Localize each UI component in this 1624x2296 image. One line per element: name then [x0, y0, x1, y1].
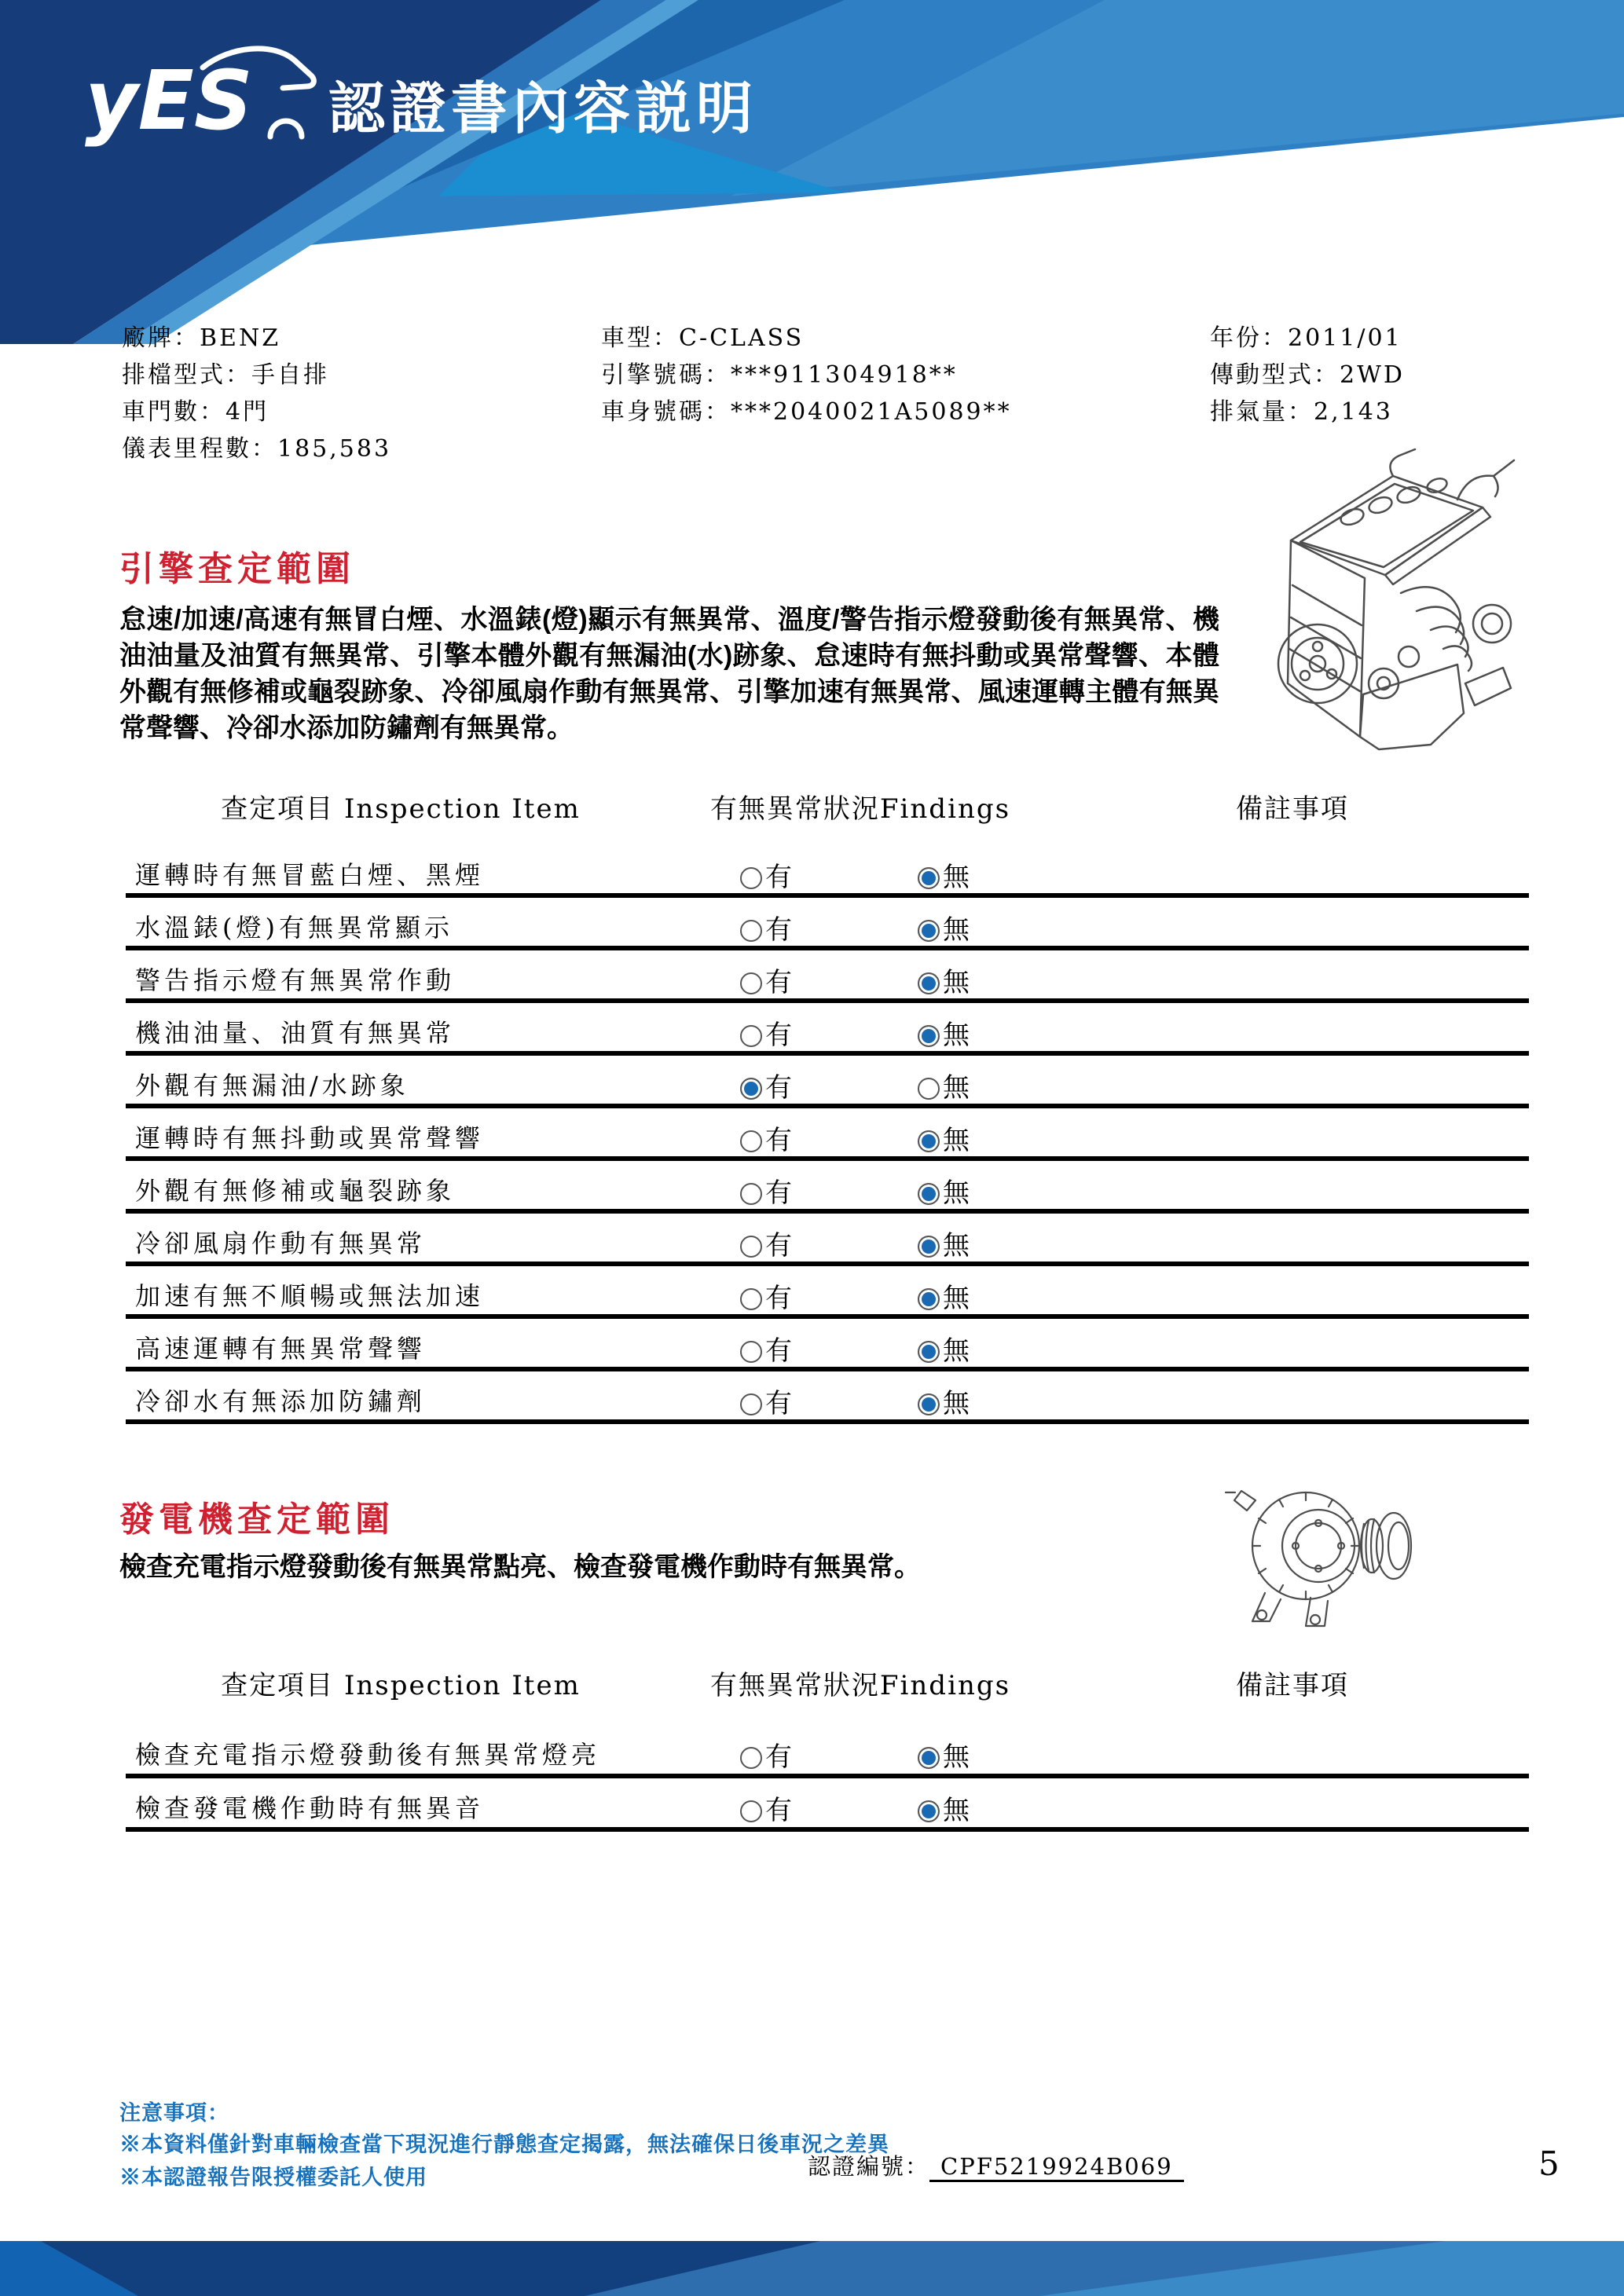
table-row	[126, 1319, 1529, 1371]
radio-no-label: 無	[943, 1125, 970, 1156]
finding-option-yes[interactable]	[740, 1013, 792, 1052]
radio-no-label: 無	[943, 967, 970, 998]
vehicle-brand: 廠牌：BENZ	[122, 324, 281, 352]
finding-option-yes[interactable]	[740, 908, 792, 947]
finding-option-no[interactable]	[918, 1066, 970, 1104]
vehicle-vin: 車身號碼：***2040021A5089**	[601, 398, 1012, 426]
alternator-illustration	[1218, 1474, 1430, 1642]
vehicle-year: 年份：2011/01	[1210, 324, 1402, 352]
radio-yes-icon[interactable]	[740, 1747, 762, 1769]
radio-no-icon[interactable]	[918, 1183, 940, 1205]
radio-yes-label: 有	[765, 1283, 792, 1314]
radio-yes-icon[interactable]	[740, 1025, 762, 1047]
finding-option-yes[interactable]	[740, 1382, 792, 1420]
radio-no-icon[interactable]	[918, 1025, 940, 1047]
finding-option-no[interactable]	[918, 1789, 970, 1827]
column-header-item: 查定項目 Inspection Item	[221, 1670, 581, 1701]
finding-option-yes[interactable]	[740, 961, 792, 999]
finding-option-no[interactable]	[918, 1224, 970, 1262]
page-number: 5	[1538, 2144, 1560, 2183]
generator-inspection-table	[126, 1725, 1529, 1832]
certificate-number-label: 認證編號：	[808, 2153, 930, 2180]
radio-no-icon[interactable]	[918, 1747, 940, 1769]
table-row	[126, 845, 1529, 898]
radio-no-icon[interactable]	[918, 920, 940, 942]
finding-option-yes[interactable]	[740, 1119, 792, 1157]
finding-option-yes[interactable]	[740, 1329, 792, 1368]
radio-yes-label: 有	[765, 1020, 792, 1051]
table-row	[126, 1371, 1529, 1424]
table-row	[126, 950, 1529, 1003]
radio-yes-icon[interactable]	[740, 1078, 762, 1100]
finding-option-no[interactable]	[918, 1171, 970, 1210]
finding-option-yes[interactable]	[740, 1735, 792, 1774]
radio-no-icon[interactable]	[918, 1341, 940, 1363]
radio-no-icon[interactable]	[918, 1393, 940, 1415]
column-header-findings: 有無異常狀況Findings	[709, 793, 1011, 825]
vehicle-transmission: 排檔型式：手自排	[122, 361, 329, 389]
radio-yes-label: 有	[765, 1125, 792, 1156]
radio-yes-icon[interactable]	[740, 972, 762, 994]
inspection-item-label: 水溫錶(燈)有無異常顯示	[135, 913, 453, 943]
header-banner	[0, 0, 1624, 344]
vehicle-mileage: 儀表里程數：185,583	[122, 435, 392, 463]
vehicle-doors: 車門數：4門	[122, 398, 269, 426]
radio-yes-label: 有	[765, 914, 792, 946]
inspection-item-label: 外觀有無修補或龜裂跡象	[135, 1176, 456, 1206]
radio-yes-icon[interactable]	[740, 1341, 762, 1363]
radio-yes-label: 有	[765, 1335, 792, 1367]
inspection-item-label: 運轉時有無抖動或異常聲響	[135, 1123, 485, 1153]
radio-no-icon[interactable]	[918, 972, 940, 994]
inspection-item-label: 檢查發電機作動時有無異音	[135, 1793, 485, 1823]
vehicle-displacement: 排氣量：2,143	[1210, 398, 1393, 426]
radio-no-label: 無	[943, 1020, 970, 1051]
radio-yes-icon[interactable]	[740, 867, 762, 889]
radio-yes-label: 有	[765, 967, 792, 998]
radio-no-label: 無	[943, 1072, 970, 1104]
radio-no-icon[interactable]	[918, 1078, 940, 1100]
inspection-item-label: 冷卻風扇作動有無異常	[135, 1229, 427, 1258]
radio-no-icon[interactable]	[918, 1130, 940, 1152]
finding-option-no[interactable]	[918, 855, 970, 894]
radio-yes-icon[interactable]	[740, 1288, 762, 1310]
radio-yes-label: 有	[765, 1177, 792, 1209]
inspection-item-label: 冷卻水有無添加防鏽劑	[135, 1386, 427, 1416]
radio-yes-icon[interactable]	[740, 1130, 762, 1152]
finding-option-no[interactable]	[918, 1276, 970, 1315]
radio-no-label: 無	[943, 1335, 970, 1367]
footer-band	[0, 2241, 1624, 2296]
finding-option-yes[interactable]	[740, 1789, 792, 1827]
radio-no-label: 無	[943, 1388, 970, 1419]
vehicle-drivetrain: 傳動型式：2WD	[1210, 361, 1405, 389]
radio-no-label: 無	[943, 1283, 970, 1314]
finding-option-yes[interactable]	[740, 855, 792, 894]
notice-title: 注意事項：	[119, 2101, 229, 2125]
generator-section-description: 檢查充電指示燈發動後有無異常點亮、檢查發電機作動時有無異常。	[119, 1552, 921, 1582]
yes-logo-text: yES	[85, 53, 253, 148]
radio-no-label: 無	[943, 862, 970, 893]
notice-line-1: ※本資料僅針對車輛檢查當下現況進行靜態查定揭露，無法確保日後車況之差異	[119, 2133, 889, 2156]
inspection-item-label: 運轉時有無冒藍白煙、黑煙	[135, 860, 485, 890]
engine-section-title: 引擎查定範圍	[119, 550, 355, 588]
radio-yes-label: 有	[765, 1741, 792, 1773]
radio-yes-label: 有	[765, 1388, 792, 1419]
radio-yes-icon[interactable]	[740, 1800, 762, 1822]
table-row	[126, 1266, 1529, 1319]
column-header-remarks: 備註事項	[1236, 793, 1349, 825]
engine-inspection-table	[126, 845, 1529, 1424]
table-row	[126, 1003, 1529, 1056]
radio-yes-icon[interactable]	[740, 920, 762, 942]
finding-option-yes[interactable]	[740, 1171, 792, 1210]
engine-section-description: 怠速/加速/高速有無冒白煙、水溫錶(燈)顯示有無異常、溫度/警告指示燈發動後有無異常、機油油量及油質有無異常、引擎本體外觀有無漏油(水)跡象、怠速時有無抖動或異常聲響、本體外觀有無修補或龜裂跡象、冷卻風扇作動有無異常、引擎加速有無異常、風速運轉主體有無異常聲響、冷卻水添加防鏽劑有無異常。	[119, 605, 1219, 743]
inspection-item-label: 外觀有無漏油/水跡象	[135, 1071, 409, 1100]
radio-yes-icon[interactable]	[740, 1393, 762, 1415]
radio-yes-label: 有	[765, 1072, 792, 1104]
radio-no-label: 無	[943, 1177, 970, 1209]
finding-option-yes[interactable]	[740, 1224, 792, 1262]
inspection-item-label: 高速運轉有無異常聲響	[135, 1334, 427, 1364]
notice-line-2: ※本認證報告限授權委託人使用	[119, 2166, 427, 2189]
inspection-item-label: 機油油量、油質有無異常	[135, 1018, 456, 1048]
yes-logo	[85, 41, 321, 159]
inspection-item-label: 檢查充電指示燈發動後有無異常燈亮	[135, 1740, 601, 1770]
table-row	[126, 1214, 1529, 1266]
finding-option-yes[interactable]	[740, 1066, 792, 1104]
table-row	[126, 1778, 1529, 1832]
finding-option-no[interactable]	[918, 1382, 970, 1420]
radio-no-icon[interactable]	[918, 1800, 940, 1822]
table-row	[126, 1108, 1529, 1161]
finding-option-no[interactable]	[918, 1735, 970, 1774]
radio-yes-icon[interactable]	[740, 1183, 762, 1205]
finding-option-yes[interactable]	[740, 1276, 792, 1315]
certificate-number-value: CPF5219924B069	[929, 2153, 1184, 2182]
certificate-number-row	[808, 2149, 1184, 2181]
column-header-remarks: 備註事項	[1236, 1670, 1349, 1701]
radio-yes-label: 有	[765, 862, 792, 893]
table-row	[126, 898, 1529, 950]
column-header-item: 查定項目 Inspection Item	[221, 793, 581, 825]
inspection-item-label: 加速有無不順暢或無法加速	[135, 1281, 485, 1311]
radio-yes-icon[interactable]	[740, 1236, 762, 1258]
radio-no-label: 無	[943, 914, 970, 946]
radio-no-label: 無	[943, 1741, 970, 1773]
radio-yes-label: 有	[765, 1230, 792, 1262]
radio-yes-label: 有	[765, 1795, 792, 1826]
vehicle-engine-no: 引擎號碼：***911304918**	[601, 361, 958, 389]
vehicle-model: 車型：C-CLASS	[601, 324, 805, 352]
column-header-findings: 有無異常狀況Findings	[709, 1670, 1011, 1701]
table-row	[126, 1056, 1529, 1108]
table-row	[126, 1725, 1529, 1778]
engine-illustration	[1198, 424, 1536, 762]
finding-option-no[interactable]	[918, 908, 970, 947]
generator-section-title: 發電機查定範圍	[119, 1500, 394, 1539]
radio-no-icon[interactable]	[918, 1236, 940, 1258]
radio-no-label: 無	[943, 1230, 970, 1262]
finding-option-no[interactable]	[918, 961, 970, 999]
finding-option-no[interactable]	[918, 1119, 970, 1157]
inspection-item-label: 警告指示燈有無異常作動	[135, 965, 456, 995]
radio-no-icon[interactable]	[918, 867, 940, 889]
table-row	[126, 1161, 1529, 1214]
finding-option-no[interactable]	[918, 1329, 970, 1368]
page-title: 認證書內容説明	[328, 78, 758, 141]
radio-no-label: 無	[943, 1795, 970, 1826]
finding-option-no[interactable]	[918, 1013, 970, 1052]
radio-no-icon[interactable]	[918, 1288, 940, 1310]
